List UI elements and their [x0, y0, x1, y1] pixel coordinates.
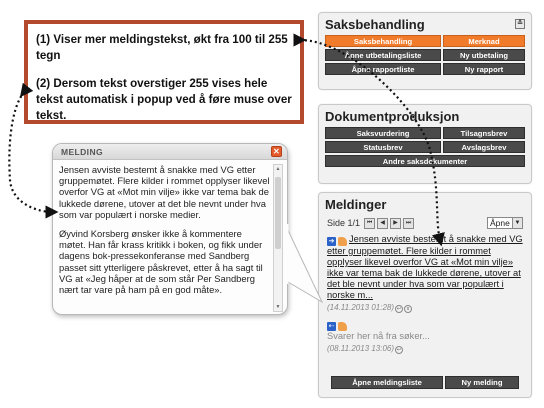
- page-indicator: Side 1/1: [327, 218, 361, 228]
- last-page-icon[interactable]: ⏭: [403, 218, 414, 229]
- popup-paragraph-2: Øyvind Korsberg ønsker ikke å kommentere møtet. Han får krass kritikk i boken, og fikk under dagens bok-pressekonferanse med Sandberg passet sitt ytterligere påskrevet, etter å ha sagt til VG at «Jeg håper at de som står Per Sandberg nært tar vare på ham på en god måte».: [59, 228, 263, 296]
- meldinger-panel: [318, 192, 532, 398]
- reply-icon[interactable]: ↩: [396, 347, 402, 353]
- popup-title: MELDING: [61, 147, 103, 157]
- prev-page-icon[interactable]: ◀: [377, 218, 388, 229]
- flag-icon: [338, 322, 347, 331]
- annotation-line-2: (2) Dersom tekst overstiger 255 vises hele tekst automatisk i popup ved å føre muse over tekst.: [36, 77, 292, 122]
- avslagsbrev-button[interactable]: Avslagsbrev: [443, 141, 525, 153]
- open-message-list-button[interactable]: Åpne meldingsliste: [331, 376, 443, 389]
- message-filter-select[interactable]: [487, 217, 523, 229]
- next-page-icon[interactable]: ▶: [390, 218, 401, 229]
- meldinger-title: Meldinger: [325, 197, 387, 212]
- message-item[interactable]: [319, 231, 531, 313]
- annotation-callout: [24, 20, 304, 124]
- popup-pointer: [276, 222, 326, 312]
- popup-header: [53, 144, 287, 160]
- saksbehandling-title: [319, 13, 531, 35]
- merknad-button[interactable]: Merknad: [443, 35, 525, 47]
- dokumentproduksjon-panel: [318, 104, 532, 184]
- saksbehandling-title-text: Saksbehandling: [325, 17, 425, 32]
- message-filter-value: Åpne: [490, 218, 510, 228]
- new-message-button[interactable]: Ny melding: [445, 376, 519, 389]
- open-report-list-button[interactable]: Åpne rapportliste: [325, 63, 441, 75]
- message-text-link[interactable]: Jensen avviste bestemt å snakke med VG etter gruppemøtet. Flere kilder i rommet opplyser likevel overfor VG at «Mot min vilje» ikke var tema bak de lukkede dørene, utover at det ble nevnt under hva som var populært i norske m...: [327, 234, 523, 300]
- new-report-button[interactable]: Ny rapport: [443, 63, 525, 75]
- annotation-line-1: (1) Viser mer meldingstekst, økt fra 100 til 255 tegn: [36, 33, 288, 62]
- scroll-down-icon[interactable]: ▼: [275, 304, 281, 310]
- reply-icon[interactable]: ↩: [396, 306, 402, 312]
- popup-paragraph-1: Jensen avviste bestemt å snakke med VG etter gruppemøtet. Flere kilder i rommet opplyser likevel overfor VG at «Mot min vilje» ikke var tema bak de lukkede dørene, utover at det ble nevnt under hva som var populært i norske medier.: [59, 164, 270, 220]
- dokumentproduksjon-title: Dokumentproduksjon: [325, 109, 460, 124]
- pager: [319, 215, 531, 231]
- message-text[interactable]: Svarer her nå fra søker...: [327, 331, 430, 341]
- message-timestamp: [327, 343, 523, 354]
- collapse-icon[interactable]: ≚: [515, 19, 525, 29]
- incoming-arrow-icon: ➔: [328, 238, 335, 245]
- tilsagnsbrev-button[interactable]: Tilsagnsbrev: [443, 127, 525, 139]
- other-documents-button[interactable]: Andre saksdokumenter: [325, 155, 525, 167]
- saksbehandling-button[interactable]: Saksbehandling: [325, 35, 441, 47]
- message-popup: [52, 143, 288, 315]
- popup-body: [59, 164, 271, 310]
- scroll-up-icon[interactable]: ▲: [275, 166, 281, 172]
- statusbrev-button[interactable]: Statusbrev: [325, 141, 441, 153]
- message-timestamp: [327, 302, 523, 313]
- close-message-icon[interactable]: x: [404, 305, 412, 313]
- message-timestamp-text: (14.11.2013 01:28): [327, 303, 395, 312]
- flag-icon: [338, 237, 347, 246]
- saksvurdering-button[interactable]: Saksvurdering: [325, 127, 441, 139]
- outgoing-arrow-icon: ⇠: [328, 323, 335, 330]
- chevron-down-icon: ▼: [512, 218, 522, 228]
- message-timestamp-text: (08.11.2013 13:06): [327, 344, 395, 353]
- open-payment-list-button[interactable]: Åpne utbetalingsliste: [325, 49, 441, 61]
- saksbehandling-panel: [318, 12, 532, 90]
- first-page-icon[interactable]: ⏮: [364, 218, 375, 229]
- close-icon[interactable]: ✕: [272, 147, 281, 156]
- message-item[interactable]: [319, 316, 531, 354]
- new-payment-button[interactable]: Ny utbetaling: [443, 49, 525, 61]
